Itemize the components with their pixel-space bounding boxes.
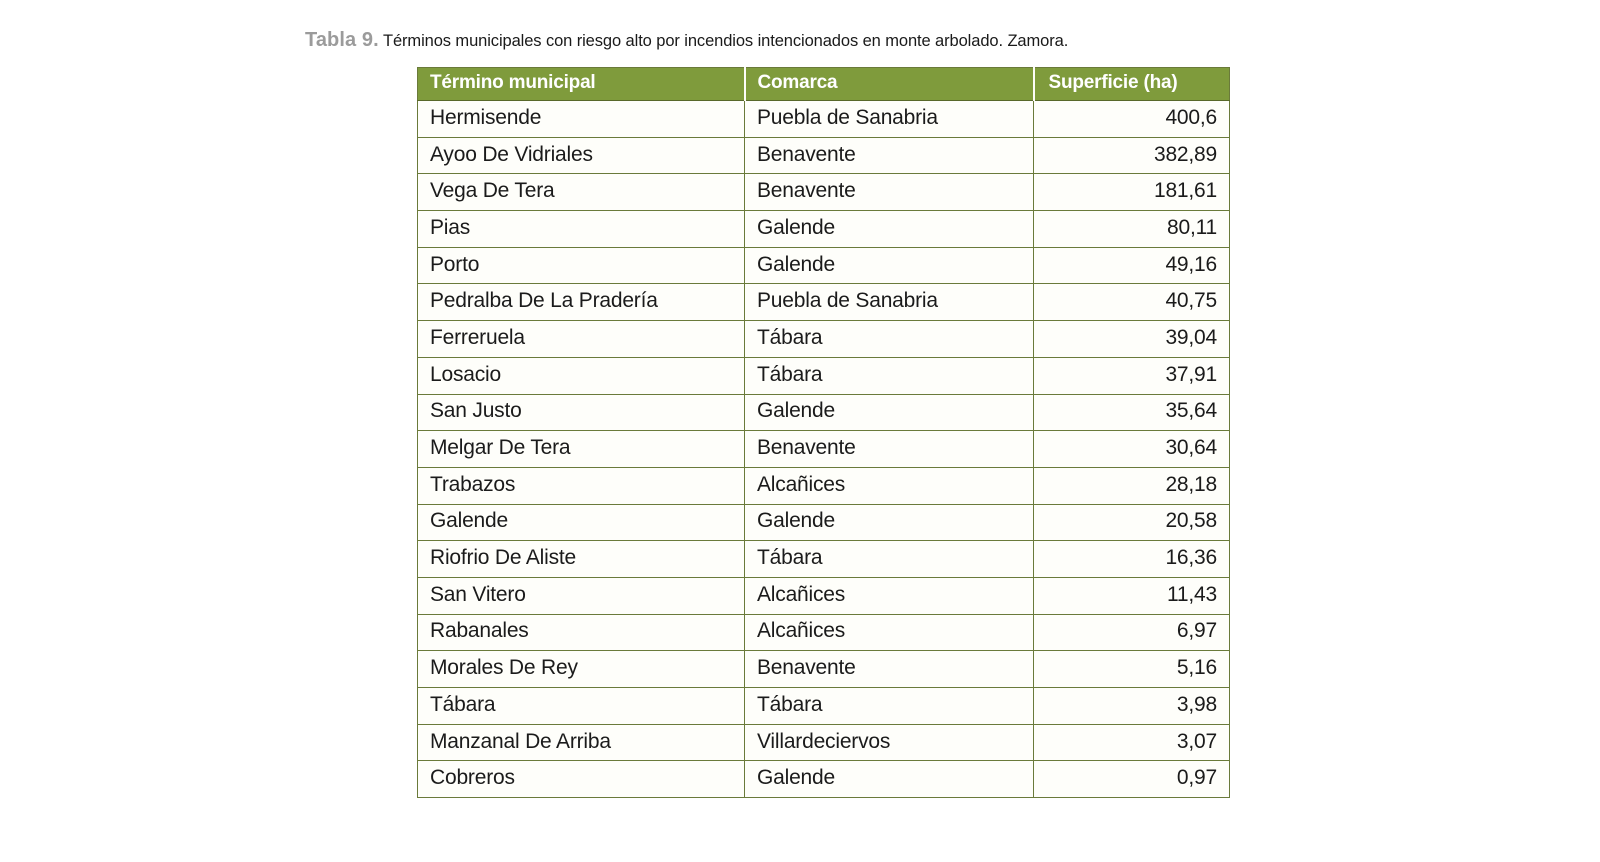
cell-comarca: Alcañices [745, 614, 1034, 651]
table-row [418, 284, 1230, 321]
table-row [418, 394, 1230, 431]
table-row [418, 357, 1230, 394]
cell-municipality: Rabanales [418, 614, 745, 651]
cell-municipality: Pedralba De La Pradería [418, 284, 745, 321]
column-header-municipality: Término municipal [418, 68, 745, 101]
table-row [418, 247, 1230, 284]
cell-municipality: San Justo [418, 394, 745, 431]
cell-municipality: Trabazos [418, 467, 745, 504]
cell-comarca: Benavente [745, 651, 1034, 688]
cell-municipality: Galende [418, 504, 745, 541]
cell-area: 49,16 [1034, 247, 1230, 284]
caption-label: Tabla 9. [305, 29, 379, 51]
cell-municipality: Hermisende [418, 101, 745, 138]
table-row [418, 688, 1230, 725]
table-container [417, 67, 1229, 798]
cell-comarca: Galende [745, 394, 1034, 431]
column-header-area: Superficie (ha) [1034, 68, 1230, 101]
high-risk-municipalities-table [417, 67, 1230, 798]
cell-comarca: Tábara [745, 321, 1034, 358]
cell-area: 400,6 [1034, 101, 1230, 138]
table-row [418, 614, 1230, 651]
cell-municipality: Pias [418, 211, 745, 248]
cell-area: 181,61 [1034, 174, 1230, 211]
cell-area: 3,98 [1034, 688, 1230, 725]
cell-area: 37,91 [1034, 357, 1230, 394]
cell-comarca: Benavente [745, 137, 1034, 174]
table-row [418, 431, 1230, 468]
table-caption [305, 28, 1305, 52]
cell-comarca: Alcañices [745, 577, 1034, 614]
table-row [418, 577, 1230, 614]
cell-municipality: Riofrio De Aliste [418, 541, 745, 578]
cell-municipality: Ferreruela [418, 321, 745, 358]
table-row [418, 137, 1230, 174]
cell-area: 28,18 [1034, 467, 1230, 504]
cell-municipality: San Vitero [418, 577, 745, 614]
table-row [418, 467, 1230, 504]
cell-comarca: Alcañices [745, 467, 1034, 504]
cell-municipality: Melgar De Tera [418, 431, 745, 468]
table-row [418, 541, 1230, 578]
table-row [418, 761, 1230, 798]
table-header [418, 68, 1230, 101]
cell-municipality: Tábara [418, 688, 745, 725]
cell-comarca: Villardeciervos [745, 724, 1034, 761]
cell-area: 3,07 [1034, 724, 1230, 761]
cell-municipality: Cobreros [418, 761, 745, 798]
cell-area: 20,58 [1034, 504, 1230, 541]
cell-area: 11,43 [1034, 577, 1230, 614]
table-row [418, 174, 1230, 211]
cell-area: 35,64 [1034, 394, 1230, 431]
column-header-comarca: Comarca [745, 68, 1034, 101]
cell-comarca: Tábara [745, 357, 1034, 394]
cell-area: 80,11 [1034, 211, 1230, 248]
cell-municipality: Ayoo De Vidriales [418, 137, 745, 174]
table-row [418, 211, 1230, 248]
cell-municipality: Manzanal De Arriba [418, 724, 745, 761]
cell-comarca: Galende [745, 761, 1034, 798]
cell-municipality: Porto [418, 247, 745, 284]
cell-comarca: Galende [745, 211, 1034, 248]
cell-area: 16,36 [1034, 541, 1230, 578]
cell-municipality: Losacio [418, 357, 745, 394]
table-row [418, 504, 1230, 541]
cell-area: 40,75 [1034, 284, 1230, 321]
cell-comarca: Benavente [745, 431, 1034, 468]
table-row [418, 101, 1230, 138]
caption-description: Términos municipales con riesgo alto por incendios intencionados en monte arbolado. Zamora. [378, 32, 1069, 50]
cell-area: 0,97 [1034, 761, 1230, 798]
table-row [418, 321, 1230, 358]
cell-comarca: Galende [745, 247, 1034, 284]
cell-area: 30,64 [1034, 431, 1230, 468]
cell-area: 5,16 [1034, 651, 1230, 688]
cell-area: 6,97 [1034, 614, 1230, 651]
table-header-row [418, 68, 1230, 101]
table-row [418, 651, 1230, 688]
cell-municipality: Morales De Rey [418, 651, 745, 688]
cell-comarca: Benavente [745, 174, 1034, 211]
cell-area: 382,89 [1034, 137, 1230, 174]
cell-area: 39,04 [1034, 321, 1230, 358]
cell-comarca: Tábara [745, 541, 1034, 578]
table-row [418, 724, 1230, 761]
table-body [418, 101, 1230, 798]
cell-municipality: Vega De Tera [418, 174, 745, 211]
cell-comarca: Tábara [745, 688, 1034, 725]
cell-comarca: Puebla de Sanabria [745, 284, 1034, 321]
cell-comarca: Galende [745, 504, 1034, 541]
cell-comarca: Puebla de Sanabria [745, 101, 1034, 138]
